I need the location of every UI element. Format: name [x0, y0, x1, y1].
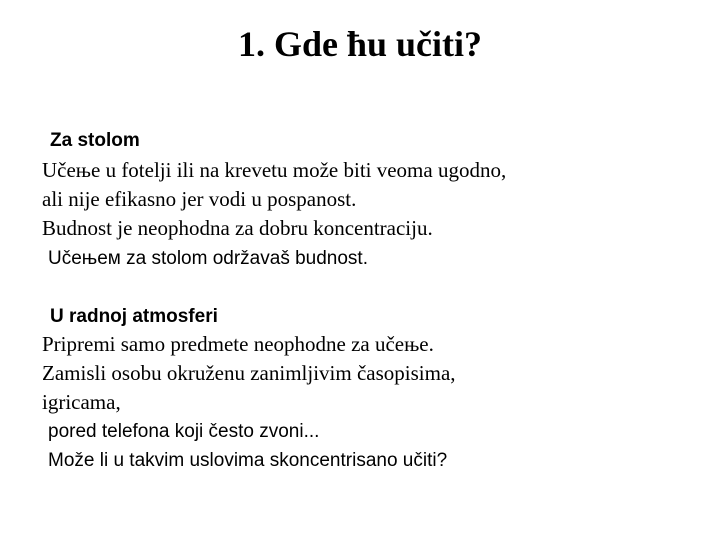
text-line: Može li u takvim uslovima skoncentrisano učiti?	[48, 450, 448, 471]
text-line: Zamisli osobu okruženu zanimljivim časopisima,	[42, 361, 456, 385]
text-line: ali nije efikasno jer vodi u pospanost.	[42, 187, 357, 211]
text-line: Pripremi samo predmete neophodne za učење.	[42, 332, 434, 356]
text-line: Budnost je neophodna za dobru koncentraciju.	[42, 216, 433, 240]
text-line: pored telefona koji često zvoni...	[48, 421, 320, 442]
section-heading: U radnoj atmosferi	[50, 306, 218, 327]
section-heading: Za stolom	[50, 130, 140, 151]
text-line: Učење u fotelji ili na krevetu može biti veoma ugodno,	[42, 158, 507, 182]
slide-title: 1. Gde ћu učiti?	[237, 24, 483, 64]
text-line: igricama,	[42, 390, 121, 414]
text-line: Učењем za stolom održavaš budnost.	[48, 248, 368, 269]
